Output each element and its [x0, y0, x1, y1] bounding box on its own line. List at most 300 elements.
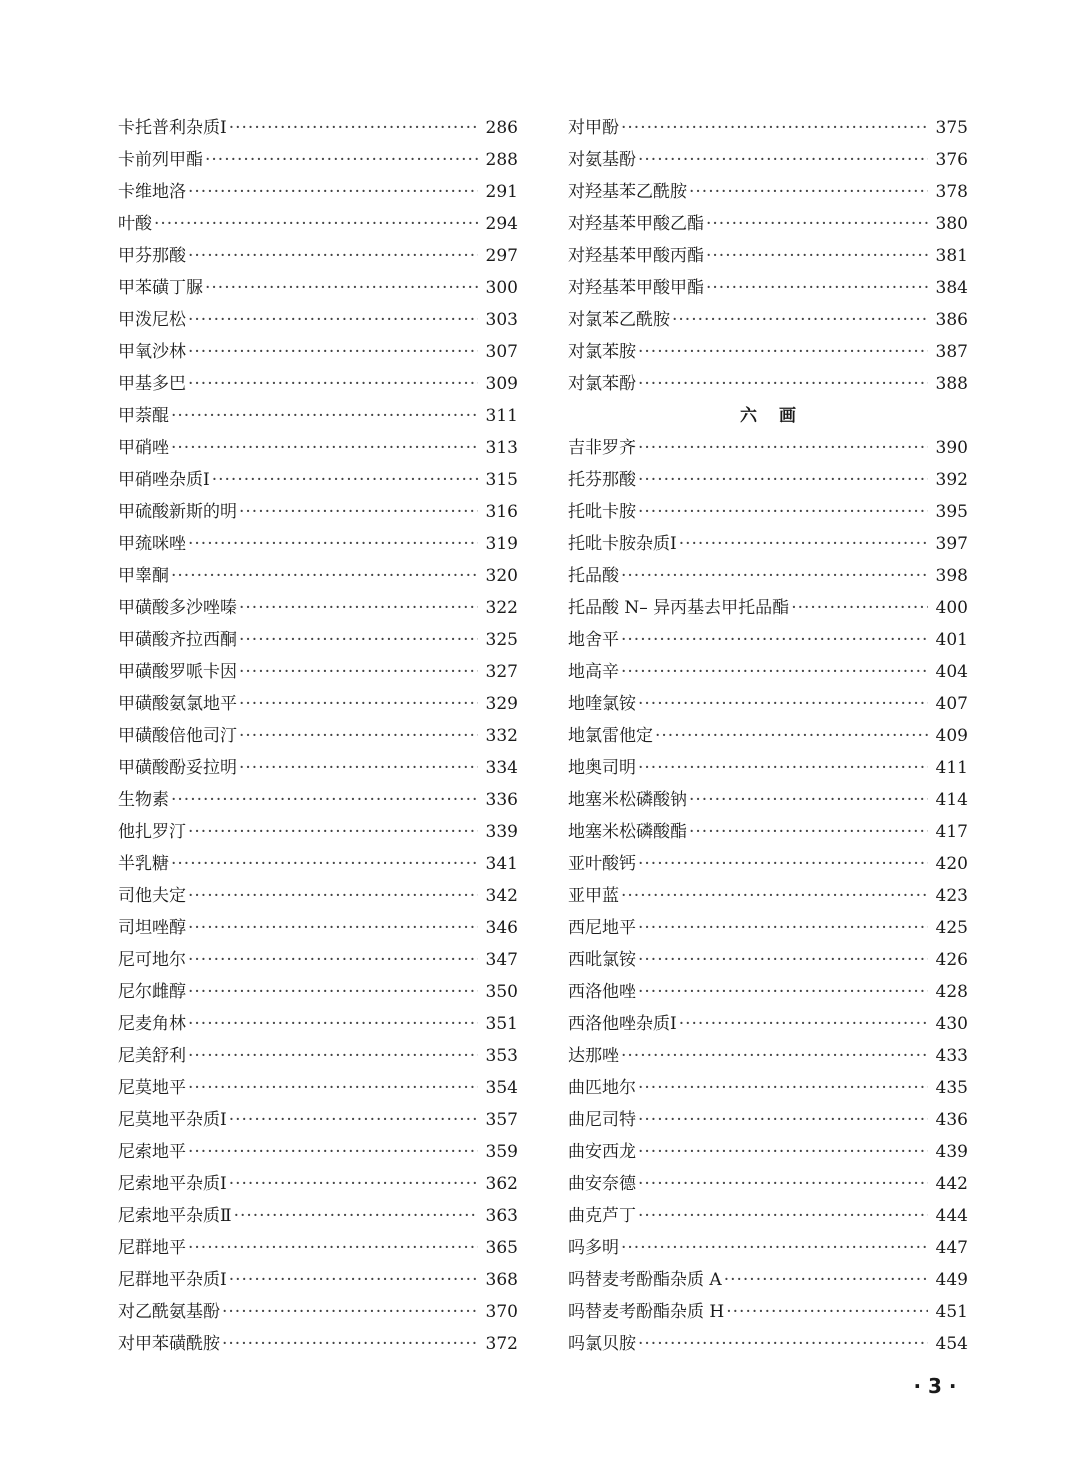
entry-name: 对氯苯酚 — [568, 374, 636, 394]
entry-page-number: 307 — [485, 342, 518, 362]
leader-dots — [188, 528, 478, 560]
entry-name: 甲磺酸倍他司汀 — [118, 726, 237, 746]
entry-page-number: 390 — [935, 438, 968, 458]
entry-page-number: 388 — [935, 374, 968, 394]
toc-entry — [568, 688, 968, 720]
entry-name: 地舍平 — [568, 630, 619, 650]
leader-dots — [638, 464, 928, 496]
entry-name: 尼可地尔 — [118, 950, 186, 970]
toc-entry — [118, 464, 518, 496]
toc-entry — [118, 1296, 518, 1328]
toc-entry — [118, 1328, 518, 1360]
entry-name: 西洛他唑杂质Ⅰ — [568, 1014, 677, 1034]
toc-entry — [568, 560, 968, 592]
toc-entry — [118, 1168, 518, 1200]
toc-entry — [118, 400, 518, 432]
toc-entry — [118, 496, 518, 528]
leader-dots — [171, 432, 478, 464]
leader-dots — [188, 176, 478, 208]
leader-dots — [706, 272, 928, 304]
leader-dots — [205, 144, 478, 176]
toc-entry — [568, 752, 968, 784]
entry-name: 对羟基苯乙酰胺 — [568, 182, 687, 202]
entry-page-number: 368 — [485, 1270, 518, 1290]
toc-entry — [118, 624, 518, 656]
leader-dots — [638, 688, 928, 720]
toc-entry — [568, 144, 968, 176]
entry-name: 甲睾酮 — [118, 566, 169, 586]
leader-dots — [621, 560, 928, 592]
section-heading: 六画 — [740, 406, 818, 426]
entry-name: 甲巯咪唑 — [118, 534, 186, 554]
leader-dots — [679, 1008, 928, 1040]
entry-page-number: 339 — [485, 822, 518, 842]
toc-entry — [118, 912, 518, 944]
leader-dots — [791, 592, 927, 624]
entry-name: 司他夫定 — [118, 886, 186, 906]
entry-page-number: 365 — [485, 1238, 518, 1258]
entry-name: 曲匹地尔 — [568, 1078, 636, 1098]
toc-entry — [118, 1040, 518, 1072]
entry-name: 甲硝唑 — [118, 438, 169, 458]
leader-dots — [188, 880, 478, 912]
entry-name: 地奥司明 — [568, 758, 636, 778]
entry-page-number: 320 — [485, 566, 518, 586]
toc-entry — [118, 784, 518, 816]
entry-name: 托品酸 N– 异丙基去甲托品酯 — [568, 598, 790, 618]
toc-entry — [568, 944, 968, 976]
entry-page-number: 332 — [485, 726, 518, 746]
entry-page-number: 297 — [485, 246, 518, 266]
toc-entry — [568, 336, 968, 368]
entry-page-number: 414 — [935, 790, 968, 810]
entry-name: 地塞米松磷酸酯 — [568, 822, 687, 842]
toc-entry — [118, 144, 518, 176]
entry-page-number: 420 — [935, 854, 968, 874]
leader-dots — [239, 656, 478, 688]
entry-name: 西洛他唑 — [568, 982, 636, 1002]
leader-dots — [188, 336, 478, 368]
leader-dots — [638, 944, 928, 976]
entry-name: 甲芬那酸 — [118, 246, 186, 266]
entry-page-number: 423 — [935, 886, 968, 906]
leader-dots — [188, 1008, 478, 1040]
leader-dots — [621, 112, 928, 144]
entry-page-number: 336 — [485, 790, 518, 810]
entry-page-number: 395 — [935, 502, 968, 522]
entry-name: 吗替麦考酚酯杂质 H — [568, 1302, 725, 1322]
entry-name: 尼群地平 — [118, 1238, 186, 1258]
toc-entry — [568, 1264, 968, 1296]
entry-page-number: 433 — [935, 1046, 968, 1066]
toc-entry — [568, 1072, 968, 1104]
entry-page-number: 398 — [935, 566, 968, 586]
toc-entry — [568, 912, 968, 944]
entry-page-number: 380 — [935, 214, 968, 234]
entry-page-number: 362 — [485, 1174, 518, 1194]
leader-dots — [621, 1040, 928, 1072]
entry-name: 托芬那酸 — [568, 470, 636, 490]
entry-page-number: 353 — [485, 1046, 518, 1066]
entry-name: 曲尼司特 — [568, 1110, 636, 1130]
leader-dots — [212, 464, 478, 496]
entry-page-number: 442 — [935, 1174, 968, 1194]
entry-name: 半乳糖 — [118, 854, 169, 874]
entry-page-number: 350 — [485, 982, 518, 1002]
entry-page-number: 384 — [935, 278, 968, 298]
entry-page-number: 375 — [935, 118, 968, 138]
leader-dots — [188, 1040, 478, 1072]
toc-entry — [568, 624, 968, 656]
toc-entry — [568, 112, 968, 144]
entry-page-number: 428 — [935, 982, 968, 1002]
entry-name: 亚叶酸钙 — [568, 854, 636, 874]
entry-name: 生物素 — [118, 790, 169, 810]
entry-page-number: 381 — [935, 246, 968, 266]
entry-name: 曲安西龙 — [568, 1142, 636, 1162]
toc-entry — [568, 1232, 968, 1264]
entry-page-number: 447 — [935, 1238, 968, 1258]
entry-page-number: 309 — [485, 374, 518, 394]
entry-name: 对羟基苯甲酸丙酯 — [568, 246, 704, 266]
entry-name: 吗氯贝胺 — [568, 1334, 636, 1354]
entry-name: 甲磺酸酚妥拉明 — [118, 758, 237, 778]
entry-name: 曲克芦丁 — [568, 1206, 636, 1226]
toc-right-top-list — [568, 112, 968, 400]
entry-name: 托吡卡胺 — [568, 502, 636, 522]
toc-entry — [568, 592, 968, 624]
entry-name: 对甲酚 — [568, 118, 619, 138]
entry-page-number: 322 — [485, 598, 518, 618]
entry-page-number: 370 — [485, 1302, 518, 1322]
toc-entry — [118, 368, 518, 400]
toc-entry — [118, 1232, 518, 1264]
toc-entry — [118, 656, 518, 688]
leader-dots — [239, 496, 478, 528]
entry-page-number: 341 — [485, 854, 518, 874]
entry-name: 对甲苯磺酰胺 — [118, 1334, 220, 1354]
toc-entry — [118, 976, 518, 1008]
entry-name: 甲萘醌 — [118, 406, 169, 426]
toc-right-bottom-list — [568, 432, 968, 1360]
toc-right-column — [568, 112, 968, 1360]
entry-name: 司坦唑醇 — [118, 918, 186, 938]
entry-name: 对氨基酚 — [568, 150, 636, 170]
leader-dots — [638, 912, 928, 944]
toc-entry — [118, 1008, 518, 1040]
entry-name: 尼索地平杂质Ⅱ — [118, 1206, 232, 1226]
toc-entry — [568, 1008, 968, 1040]
leader-dots — [638, 368, 928, 400]
entry-name: 吗多明 — [568, 1238, 619, 1258]
entry-page-number: 386 — [935, 310, 968, 330]
entry-page-number: 451 — [935, 1302, 968, 1322]
toc-entry — [118, 432, 518, 464]
entry-page-number: 409 — [935, 726, 968, 746]
leader-dots — [638, 1072, 928, 1104]
leader-dots — [638, 1168, 928, 1200]
toc-entry — [568, 1328, 968, 1360]
entry-page-number: 346 — [485, 918, 518, 938]
toc-entry — [568, 432, 968, 464]
leader-dots — [638, 976, 928, 1008]
entry-page-number: 449 — [935, 1270, 968, 1290]
toc-entry — [568, 816, 968, 848]
toc-entry — [118, 272, 518, 304]
toc-entry — [118, 880, 518, 912]
leader-dots — [239, 752, 478, 784]
leader-dots — [188, 944, 478, 976]
leader-dots — [638, 1136, 928, 1168]
entry-name: 甲氧沙林 — [118, 342, 186, 362]
entry-page-number: 397 — [935, 534, 968, 554]
leader-dots — [188, 976, 478, 1008]
entry-name: 卡托普利杂质Ⅰ — [118, 118, 227, 138]
entry-name: 叶酸 — [118, 214, 152, 234]
entry-name: 尼尔雌醇 — [118, 982, 186, 1002]
leader-dots — [638, 336, 928, 368]
leader-dots — [188, 1072, 478, 1104]
entry-page-number: 435 — [935, 1078, 968, 1098]
entry-page-number: 400 — [935, 598, 968, 618]
toc-entry — [118, 1264, 518, 1296]
entry-name: 甲磺酸多沙唑嗪 — [118, 598, 237, 618]
leader-dots — [188, 816, 478, 848]
toc-entry — [568, 720, 968, 752]
toc-entry — [568, 1104, 968, 1136]
entry-page-number: 407 — [935, 694, 968, 714]
entry-page-number: 411 — [935, 758, 968, 778]
leader-dots — [188, 240, 478, 272]
entry-page-number: 430 — [935, 1014, 968, 1034]
leader-dots — [205, 272, 478, 304]
leader-dots — [689, 816, 928, 848]
entry-name: 对氯苯胺 — [568, 342, 636, 362]
leader-dots — [724, 1264, 928, 1296]
entry-name: 对乙酰氨基酚 — [118, 1302, 220, 1322]
entry-page-number: 454 — [935, 1334, 968, 1354]
entry-name: 地高辛 — [568, 662, 619, 682]
leader-dots — [706, 240, 928, 272]
entry-name: 托吡卡胺杂质Ⅰ — [568, 534, 677, 554]
leader-dots — [689, 176, 928, 208]
entry-name: 甲磺酸氨氯地平 — [118, 694, 237, 714]
toc-entry — [568, 208, 968, 240]
leader-dots — [171, 400, 478, 432]
leader-dots — [171, 560, 478, 592]
entry-page-number: 329 — [485, 694, 518, 714]
leader-dots — [638, 432, 928, 464]
toc-entry — [568, 656, 968, 688]
toc-entry — [118, 1072, 518, 1104]
leader-dots — [188, 912, 478, 944]
leader-dots — [239, 624, 478, 656]
leader-dots — [679, 528, 928, 560]
leader-dots — [239, 720, 478, 752]
leader-dots — [706, 208, 928, 240]
leader-dots — [188, 1136, 478, 1168]
toc-entry — [118, 1136, 518, 1168]
leader-dots — [239, 592, 478, 624]
leader-dots — [188, 1232, 478, 1264]
leader-dots — [621, 880, 928, 912]
entry-page-number: 286 — [485, 118, 518, 138]
leader-dots — [638, 496, 928, 528]
entry-page-number: 357 — [485, 1110, 518, 1130]
entry-page-number: 372 — [485, 1334, 518, 1354]
entry-page-number: 351 — [485, 1014, 518, 1034]
toc-entry — [568, 848, 968, 880]
toc-entry — [118, 208, 518, 240]
entry-name: 地氯雷他定 — [568, 726, 653, 746]
entry-name: 托品酸 — [568, 566, 619, 586]
leader-dots — [234, 1200, 478, 1232]
entry-name: 甲硝唑杂质Ⅰ — [118, 470, 210, 490]
leader-dots — [655, 720, 928, 752]
entry-name: 尼莫地平 — [118, 1078, 186, 1098]
leader-dots — [638, 1328, 928, 1360]
toc-entry — [118, 240, 518, 272]
entry-name: 地喹氯铵 — [568, 694, 636, 714]
leader-dots — [188, 304, 478, 336]
entry-name: 卡维地洛 — [118, 182, 186, 202]
leader-dots — [621, 624, 928, 656]
leader-dots — [638, 144, 928, 176]
toc-entry — [118, 848, 518, 880]
toc-entry — [568, 880, 968, 912]
entry-page-number: 334 — [485, 758, 518, 778]
toc-entry — [568, 240, 968, 272]
leader-dots — [726, 1296, 927, 1328]
entry-page-number: 316 — [485, 502, 518, 522]
leader-dots — [188, 368, 478, 400]
toc-entry — [568, 176, 968, 208]
entry-page-number: 436 — [935, 1110, 968, 1130]
entry-name: 地塞米松磷酸钠 — [568, 790, 687, 810]
leader-dots — [621, 656, 928, 688]
entry-page-number: 363 — [485, 1206, 518, 1226]
toc-entry — [568, 496, 968, 528]
leader-dots — [171, 784, 478, 816]
toc-entry — [568, 784, 968, 816]
toc-left-column — [118, 112, 518, 1360]
entry-name: 吗替麦考酚酯杂质 A — [568, 1270, 722, 1290]
toc-entry — [118, 720, 518, 752]
leader-dots — [229, 1168, 478, 1200]
toc-entry — [568, 1040, 968, 1072]
entry-page-number: 359 — [485, 1142, 518, 1162]
entry-page-number: 425 — [935, 918, 968, 938]
toc-entry — [118, 944, 518, 976]
toc-entry — [118, 688, 518, 720]
leader-dots — [638, 1200, 928, 1232]
toc-entry — [568, 528, 968, 560]
entry-page-number: 325 — [485, 630, 518, 650]
toc-entry — [568, 1168, 968, 1200]
entry-name: 达那唑 — [568, 1046, 619, 1066]
entry-page-number: 392 — [935, 470, 968, 490]
entry-page-number: 291 — [485, 182, 518, 202]
toc-entry — [118, 592, 518, 624]
entry-page-number: 347 — [485, 950, 518, 970]
entry-name: 西吡氯铵 — [568, 950, 636, 970]
leader-dots — [229, 1104, 478, 1136]
entry-page-number: 387 — [935, 342, 968, 362]
leader-dots — [171, 848, 478, 880]
entry-page-number: 315 — [485, 470, 518, 490]
toc-entry — [118, 304, 518, 336]
entry-page-number: 354 — [485, 1078, 518, 1098]
page-number: · 3 · — [913, 1374, 957, 1398]
entry-name: 甲苯磺丁脲 — [118, 278, 203, 298]
entry-name: 对氯苯乙酰胺 — [568, 310, 670, 330]
toc-entry — [118, 336, 518, 368]
entry-name: 尼麦角林 — [118, 1014, 186, 1034]
entry-name: 甲磺酸罗哌卡因 — [118, 662, 237, 682]
leader-dots — [229, 1264, 478, 1296]
toc-entry — [118, 112, 518, 144]
toc-entry — [118, 528, 518, 560]
entry-name: 吉非罗齐 — [568, 438, 636, 458]
entry-page-number: 303 — [485, 310, 518, 330]
toc-entry — [568, 976, 968, 1008]
entry-name: 尼索地平杂质Ⅰ — [118, 1174, 227, 1194]
entry-name: 他扎罗汀 — [118, 822, 186, 842]
entry-page-number: 294 — [485, 214, 518, 234]
leader-dots — [222, 1328, 478, 1360]
leader-dots — [229, 112, 478, 144]
entry-page-number: 426 — [935, 950, 968, 970]
entry-page-number: 376 — [935, 150, 968, 170]
toc-entry — [568, 464, 968, 496]
toc-entry — [118, 816, 518, 848]
entry-name: 尼美舒利 — [118, 1046, 186, 1066]
leader-dots — [222, 1296, 478, 1328]
entry-page-number: 327 — [485, 662, 518, 682]
entry-name: 甲磺酸齐拉西酮 — [118, 630, 237, 650]
toc-entry — [568, 1136, 968, 1168]
entry-name: 尼群地平杂质Ⅰ — [118, 1270, 227, 1290]
entry-name: 甲硫酸新斯的明 — [118, 502, 237, 522]
leader-dots — [638, 1104, 928, 1136]
entry-name: 甲基多巴 — [118, 374, 186, 394]
leader-dots — [239, 688, 478, 720]
entry-page-number: 288 — [485, 150, 518, 170]
leader-dots — [154, 208, 478, 240]
toc-entry — [118, 560, 518, 592]
toc-entry — [568, 304, 968, 336]
entry-page-number: 342 — [485, 886, 518, 906]
leader-dots — [672, 304, 928, 336]
entry-name: 尼索地平 — [118, 1142, 186, 1162]
toc-entry — [568, 368, 968, 400]
entry-page-number: 401 — [935, 630, 968, 650]
toc-entry — [118, 752, 518, 784]
toc-entry — [568, 272, 968, 304]
entry-page-number: 378 — [935, 182, 968, 202]
leader-dots — [638, 848, 928, 880]
entry-name: 亚甲蓝 — [568, 886, 619, 906]
entry-page-number: 404 — [935, 662, 968, 682]
entry-page-number: 311 — [485, 406, 518, 426]
toc-entry — [118, 176, 518, 208]
leader-dots — [689, 784, 928, 816]
toc-entry — [118, 1104, 518, 1136]
entry-page-number: 439 — [935, 1142, 968, 1162]
toc-entry — [118, 1200, 518, 1232]
entry-name: 尼莫地平杂质Ⅰ — [118, 1110, 227, 1130]
toc-entry — [568, 1296, 968, 1328]
